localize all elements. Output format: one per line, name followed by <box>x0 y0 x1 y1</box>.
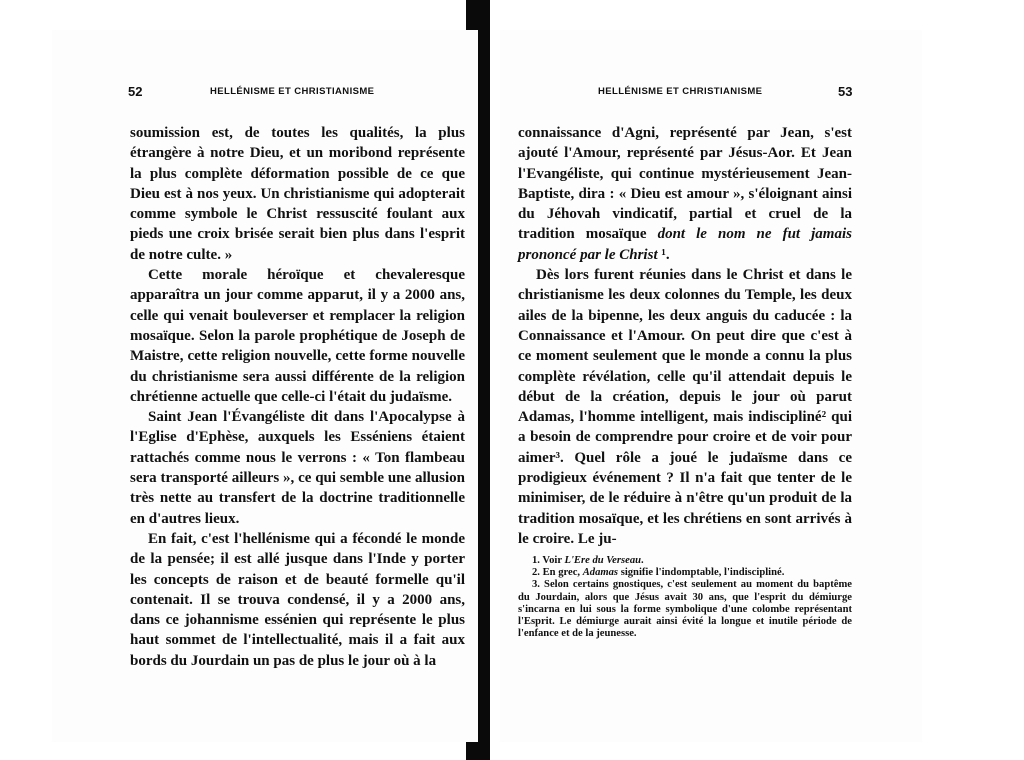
text-run: . Quel rôle a joué le judaïsme dans ce prodigieux événement ? Il n'a fait que tenter de le minimiser, de le réduire à n'être qu'un produit de la tradition mosaïque, et les chrétiens en sont arrivés à le croire. Le ju- <box>518 449 852 547</box>
footnote <box>518 555 852 567</box>
right-running-head: HELLÉNISME ET CHRISTIANISME <box>598 86 763 97</box>
paragraph <box>518 265 852 549</box>
text-run: signifie l'indomptable, l'indiscipliné. <box>618 567 785 579</box>
paragraph: En fait, c'est l'hellénisme qui a fécondé le monde de la pensée; il est allé jusque dans l'Inde y porter les concepts de raison et de beauté formelle qu'il contenait. Il se trouva condensé, il y a 2000 ans, dans ce johannisme essénien qui représente le plus haut sommet de l'intellectualité, mais il a fait aux bords du Jourdain un pas de plus le jour où à la <box>130 530 465 669</box>
left-body-text <box>130 123 465 671</box>
text-run: qui a besoin de comprendre pour croire et de voir pour aimer <box>518 409 852 466</box>
paragraph <box>518 123 852 265</box>
paragraph: Cette morale héroïque et chevaleresque apparaîtra un jour comme apparut, il y a 2000 ans, celle qui venait bouleverser et remplacer la religion mosaïque. Selon la parole prophétique de Joseph de Maistre, cette religion nouvelle, cette forme nouvelle du christianisme sera aussi différente de la religion chrétienne actuelle que celle-ci l'était du judaïsme. <box>130 267 465 405</box>
footnotes <box>518 555 852 640</box>
footnote-ref: ² <box>821 409 827 426</box>
text-run: . <box>641 555 644 566</box>
italic-run: L'Ere du Verseau <box>564 555 642 566</box>
text-run: 1. Voir <box>532 555 565 566</box>
left-page <box>52 30 478 742</box>
right-page <box>500 30 922 742</box>
text-run: 2. En grec, <box>532 567 583 579</box>
right-page-number: 53 <box>838 84 853 99</box>
footnote-ref: ¹. <box>657 246 670 263</box>
paragraph: Saint Jean l'Évangéliste dit dans l'Apocalypse à l'Eglise d'Ephèse, auxquels les Esséniens étaient rattachés comme nous le verrons : « Ton flambeau sera transporté ailleurs », ce qui semble une allusion très nette au transfert de la doctrine traditionnelle en d'autres lieux. <box>130 409 465 527</box>
left-running-head: HELLÉNISME ET CHRISTIANISME <box>210 86 375 97</box>
footnote <box>518 567 852 579</box>
text-run: Dès lors furent réunies dans le Christ et dans le christianisme les deux colonnes du Temple, les deux ailes de la bipenne, les deux anguis du caducée : la Connaissance et l'Amour. On peut dire que c'est à ce moment seulement que le monde a connu la plus complète révélation, celle qu'il attendait depuis le début de la création, depuis le jour où parut Adamas, l'homme intelligent, mais indiscipliné <box>518 267 852 426</box>
left-page-number: 52 <box>128 84 143 99</box>
italic-run: dont le nom ne fut jamais prononcé par le Christ <box>518 226 852 263</box>
text-run: connaissance d'Agni, représenté par Jean, s'est ajouté l'Amour, représenté par Jésus-Aor. Et Jean l'Evangéliste, qui continue mystérieusement Jean-Baptiste, dira : « Dieu est amour », s'éloignant ainsi du Jéhovah vindicatif, partial et cruel de la tradition mosaïque <box>518 125 852 243</box>
footnote-ref: ³ <box>555 449 560 466</box>
right-body-text <box>518 123 852 549</box>
italic-run: Adamas <box>582 567 619 579</box>
footnote: 3. Selon certains gnostiques, c'est seulement au moment du baptême du Jourdain, alors que Jésus avait 30 ans, que l'esprit du démiurge s'incarna en lui sous la forme symbolique d'une colombe représentant l'Esprit. Le démiurge aurait ainsi évité la longue et inutile période de l'enfance et de la jeunesse. <box>518 579 852 640</box>
paragraph: soumission est, de toutes les qualités, la plus étrangère à notre Dieu, et un moribond représente la plus complète déformation possible de ce que Dieu est à nos yeux. Un christianisme qui adopterait comme symbole le Christ ressuscité foulant aux pieds une croix brisée serait bien plus dans l'esprit de notre culte. » <box>130 125 465 263</box>
